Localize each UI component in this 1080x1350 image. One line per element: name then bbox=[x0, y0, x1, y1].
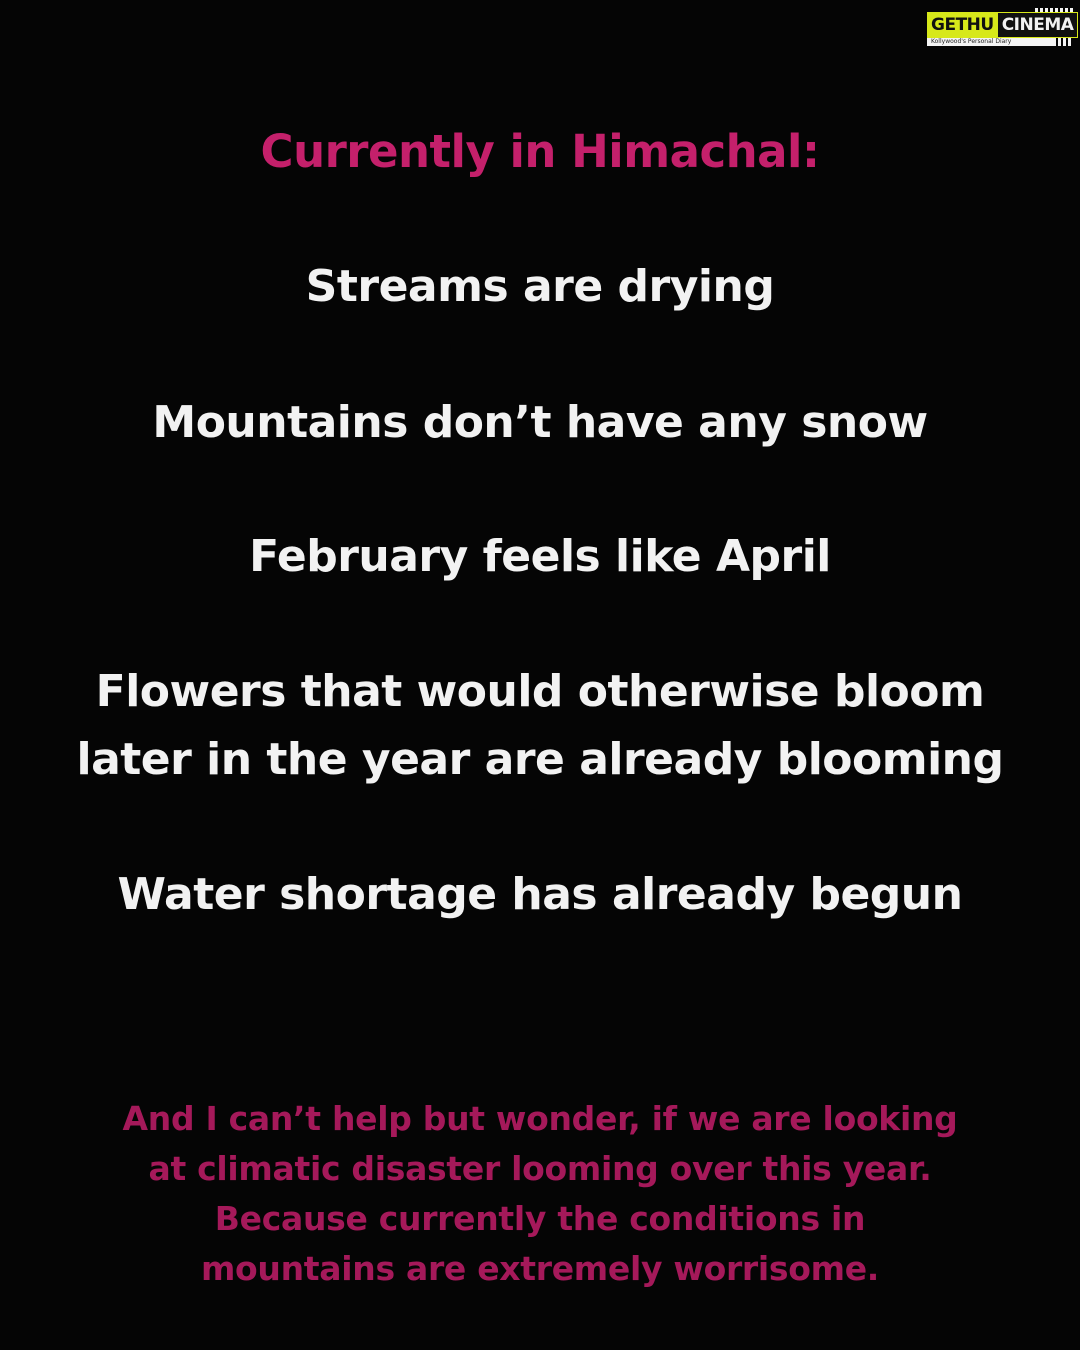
fact-line: Streams are drying bbox=[305, 261, 775, 312]
post-heading: Currently in Himachal: bbox=[260, 125, 820, 178]
closing-line: mountains are extremely worrisome. bbox=[200, 1249, 880, 1288]
logo-tagline-bar bbox=[927, 38, 1073, 46]
logo-brand-part2: CINEMA bbox=[997, 12, 1079, 38]
closing-line: at climatic disaster looming over this year. bbox=[148, 1149, 932, 1188]
fact-line: Flowers that would otherwise bloom bbox=[95, 666, 985, 717]
fact-line: Water shortage has already begun bbox=[117, 869, 963, 920]
closing-line: Because currently the conditions in bbox=[214, 1199, 866, 1238]
fact-line: February feels like April bbox=[249, 531, 831, 582]
logo-tagline: Kollywood's Personal Diary bbox=[931, 38, 1012, 45]
logo-brand-part1: GETHU bbox=[927, 12, 997, 38]
fact-line: later in the year are already blooming bbox=[76, 734, 1004, 785]
film-strip-icon-bottom bbox=[1053, 38, 1073, 46]
gethu-cinema-logo bbox=[927, 8, 1073, 46]
logo-wordmark bbox=[927, 12, 1078, 38]
closing-line: And I can’t help but wonder, if we are looking bbox=[122, 1099, 958, 1138]
fact-line: Mountains don’t have any snow bbox=[152, 397, 928, 448]
